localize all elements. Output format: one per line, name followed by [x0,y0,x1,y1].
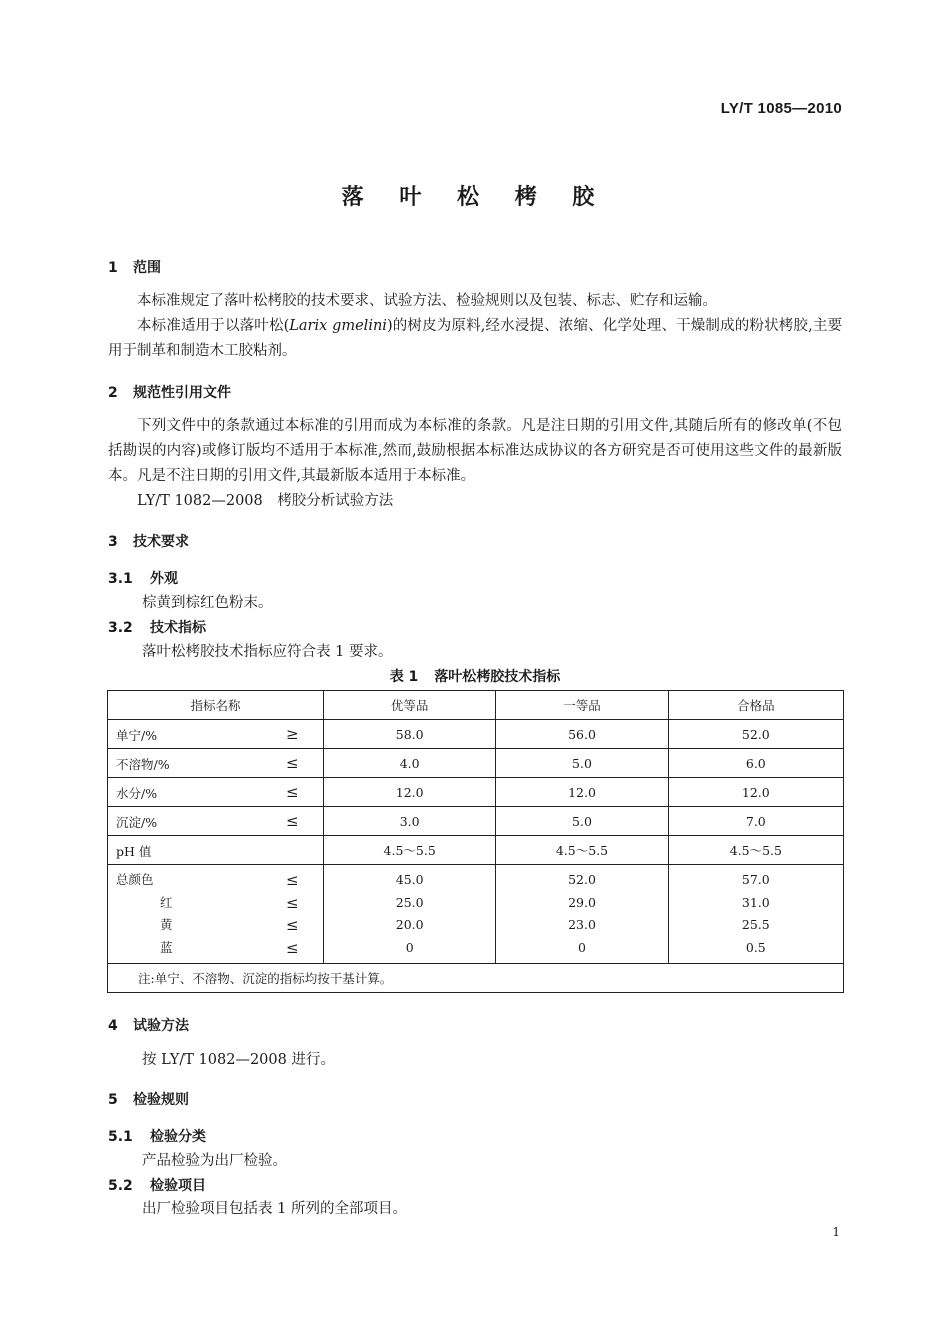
table-header-cell: 合格品 [668,691,843,720]
comparison-operator: ≤ [286,916,299,934]
index-name: 总颜色 [116,872,154,887]
page-number: 1 [832,1225,840,1239]
table-row [108,836,844,865]
comparison-operator: ≤ [286,938,299,957]
standard-code: LY/T 1085—2010 [720,100,842,117]
section-1-body [108,289,842,364]
table-caption: 表 1 落叶松栲胶技术指标 [389,669,561,685]
table-header-cell: 指标名称 [108,691,324,720]
table-cell: 3.0 [324,807,496,836]
test-method-text: 按 LY/T 1082—2008 进行。 [142,1052,335,1068]
normative-refs-paragraph: 下列文件中的条款通过本标准的引用而成为本标准的条款。凡是注日期的引用文件,其随后所有的修改单(不包括勘误的内容)或修订版均不适用于本标准,然而,鼓励根据本标准达成协议的各方研究是否可使用这些文件的最新版本。凡是不注日期的引用文件,其最新版本适用于本标准。 [108,418,842,484]
technical-index-table [107,690,844,993]
comparison-operator: ≥ [286,725,299,743]
section-2-heading: 2 规范性引用文件 [108,385,231,401]
section-5-heading: 5 检验规则 [108,1092,189,1108]
section-2-body [108,414,842,514]
table-cell: 12.0 [496,778,668,807]
index-name: 不溶物/% [116,757,170,772]
table-note-row [108,964,844,993]
technical-index-text: 落叶松栲胶技术指标应符合表 1 要求。 [142,644,393,660]
table-cell: 5.0 [496,807,668,836]
table-row [108,807,844,836]
table-cell: 12.0 [324,778,496,807]
section-3-1-heading: 3.1 外观 [108,571,178,587]
index-subname: 蓝 [160,939,173,955]
table-header-cell: 优等品 [324,691,496,720]
inspection-classification-text: 产品检验为出厂检验。 [142,1153,287,1169]
section-3-heading: 3 技术要求 [108,534,189,550]
index-name: 水分/% [116,786,158,801]
table-row [108,720,844,749]
table-cell: 52.0 [668,720,843,749]
table-cell: 4.5～5.5 [668,836,843,865]
comparison-operator: ≤ [286,783,299,801]
index-subname: 红 [160,894,173,910]
section-4-heading: 4 试验方法 [108,1018,189,1034]
comparison-operator: ≤ [286,893,299,912]
color-values-cell: 45.0 25.0 20.0 0 [324,865,496,964]
section-1-heading: 1 范围 [108,260,161,276]
index-name: pH 值 [116,844,152,859]
table-header-cell: 一等品 [496,691,668,720]
section-5-2-heading: 5.2 检验项目 [108,1178,206,1194]
index-name: 沉淀/% [116,815,158,830]
table-cell: 4.5～5.5 [324,836,496,865]
index-name: 单宁/% [116,728,158,743]
table-row [108,749,844,778]
comparison-operator: ≤ [286,871,299,889]
table-cell: 4.5～5.5 [496,836,668,865]
table-cell: 56.0 [496,720,668,749]
table-cell: 58.0 [324,720,496,749]
document-title: 落 叶 松 栲 胶 [341,185,609,210]
inspection-items-text: 出厂检验项目包括表 1 所列的全部项目。 [142,1201,407,1217]
appearance-text: 棕黄到棕红色粉末。 [142,595,273,611]
table-row-color [108,865,844,964]
table-row [108,778,844,807]
table-note: 注:单宁、不溶物、沉淀的指标均按干基计算。 [108,964,844,993]
scope-paragraph-2: 本标准适用于以落叶松(Larix gmelini)的树皮为原料,经水浸提、浓缩、化学处理、干燥制成的粉状栲胶,主要用于制革和制造木工胶粘剂。 [108,318,842,359]
table-header-row [108,691,844,720]
color-values-cell: 52.0 29.0 23.0 0 [496,865,668,964]
index-subname: 黄 [160,917,173,932]
scope-paragraph-1: 本标准规定了落叶松栲胶的技术要求、试验方法、检验规则以及包装、标志、贮存和运输。 [137,293,717,309]
comparison-operator: ≤ [286,812,299,830]
table-cell: 12.0 [668,778,843,807]
color-values-cell: 57.0 31.0 25.5 0.5 [668,865,843,964]
table-cell: 4.0 [324,749,496,778]
table-cell: 7.0 [668,807,843,836]
comparison-operator: ≤ [286,754,299,772]
section-5-1-heading: 5.1 检验分类 [108,1129,206,1145]
normative-ref-item: LY/T 1082—2008 栲胶分析试验方法 [137,493,394,509]
table-cell: 5.0 [496,749,668,778]
section-3-2-heading: 3.2 技术指标 [108,620,206,636]
table-cell: 6.0 [668,749,843,778]
color-names-cell [108,865,324,964]
